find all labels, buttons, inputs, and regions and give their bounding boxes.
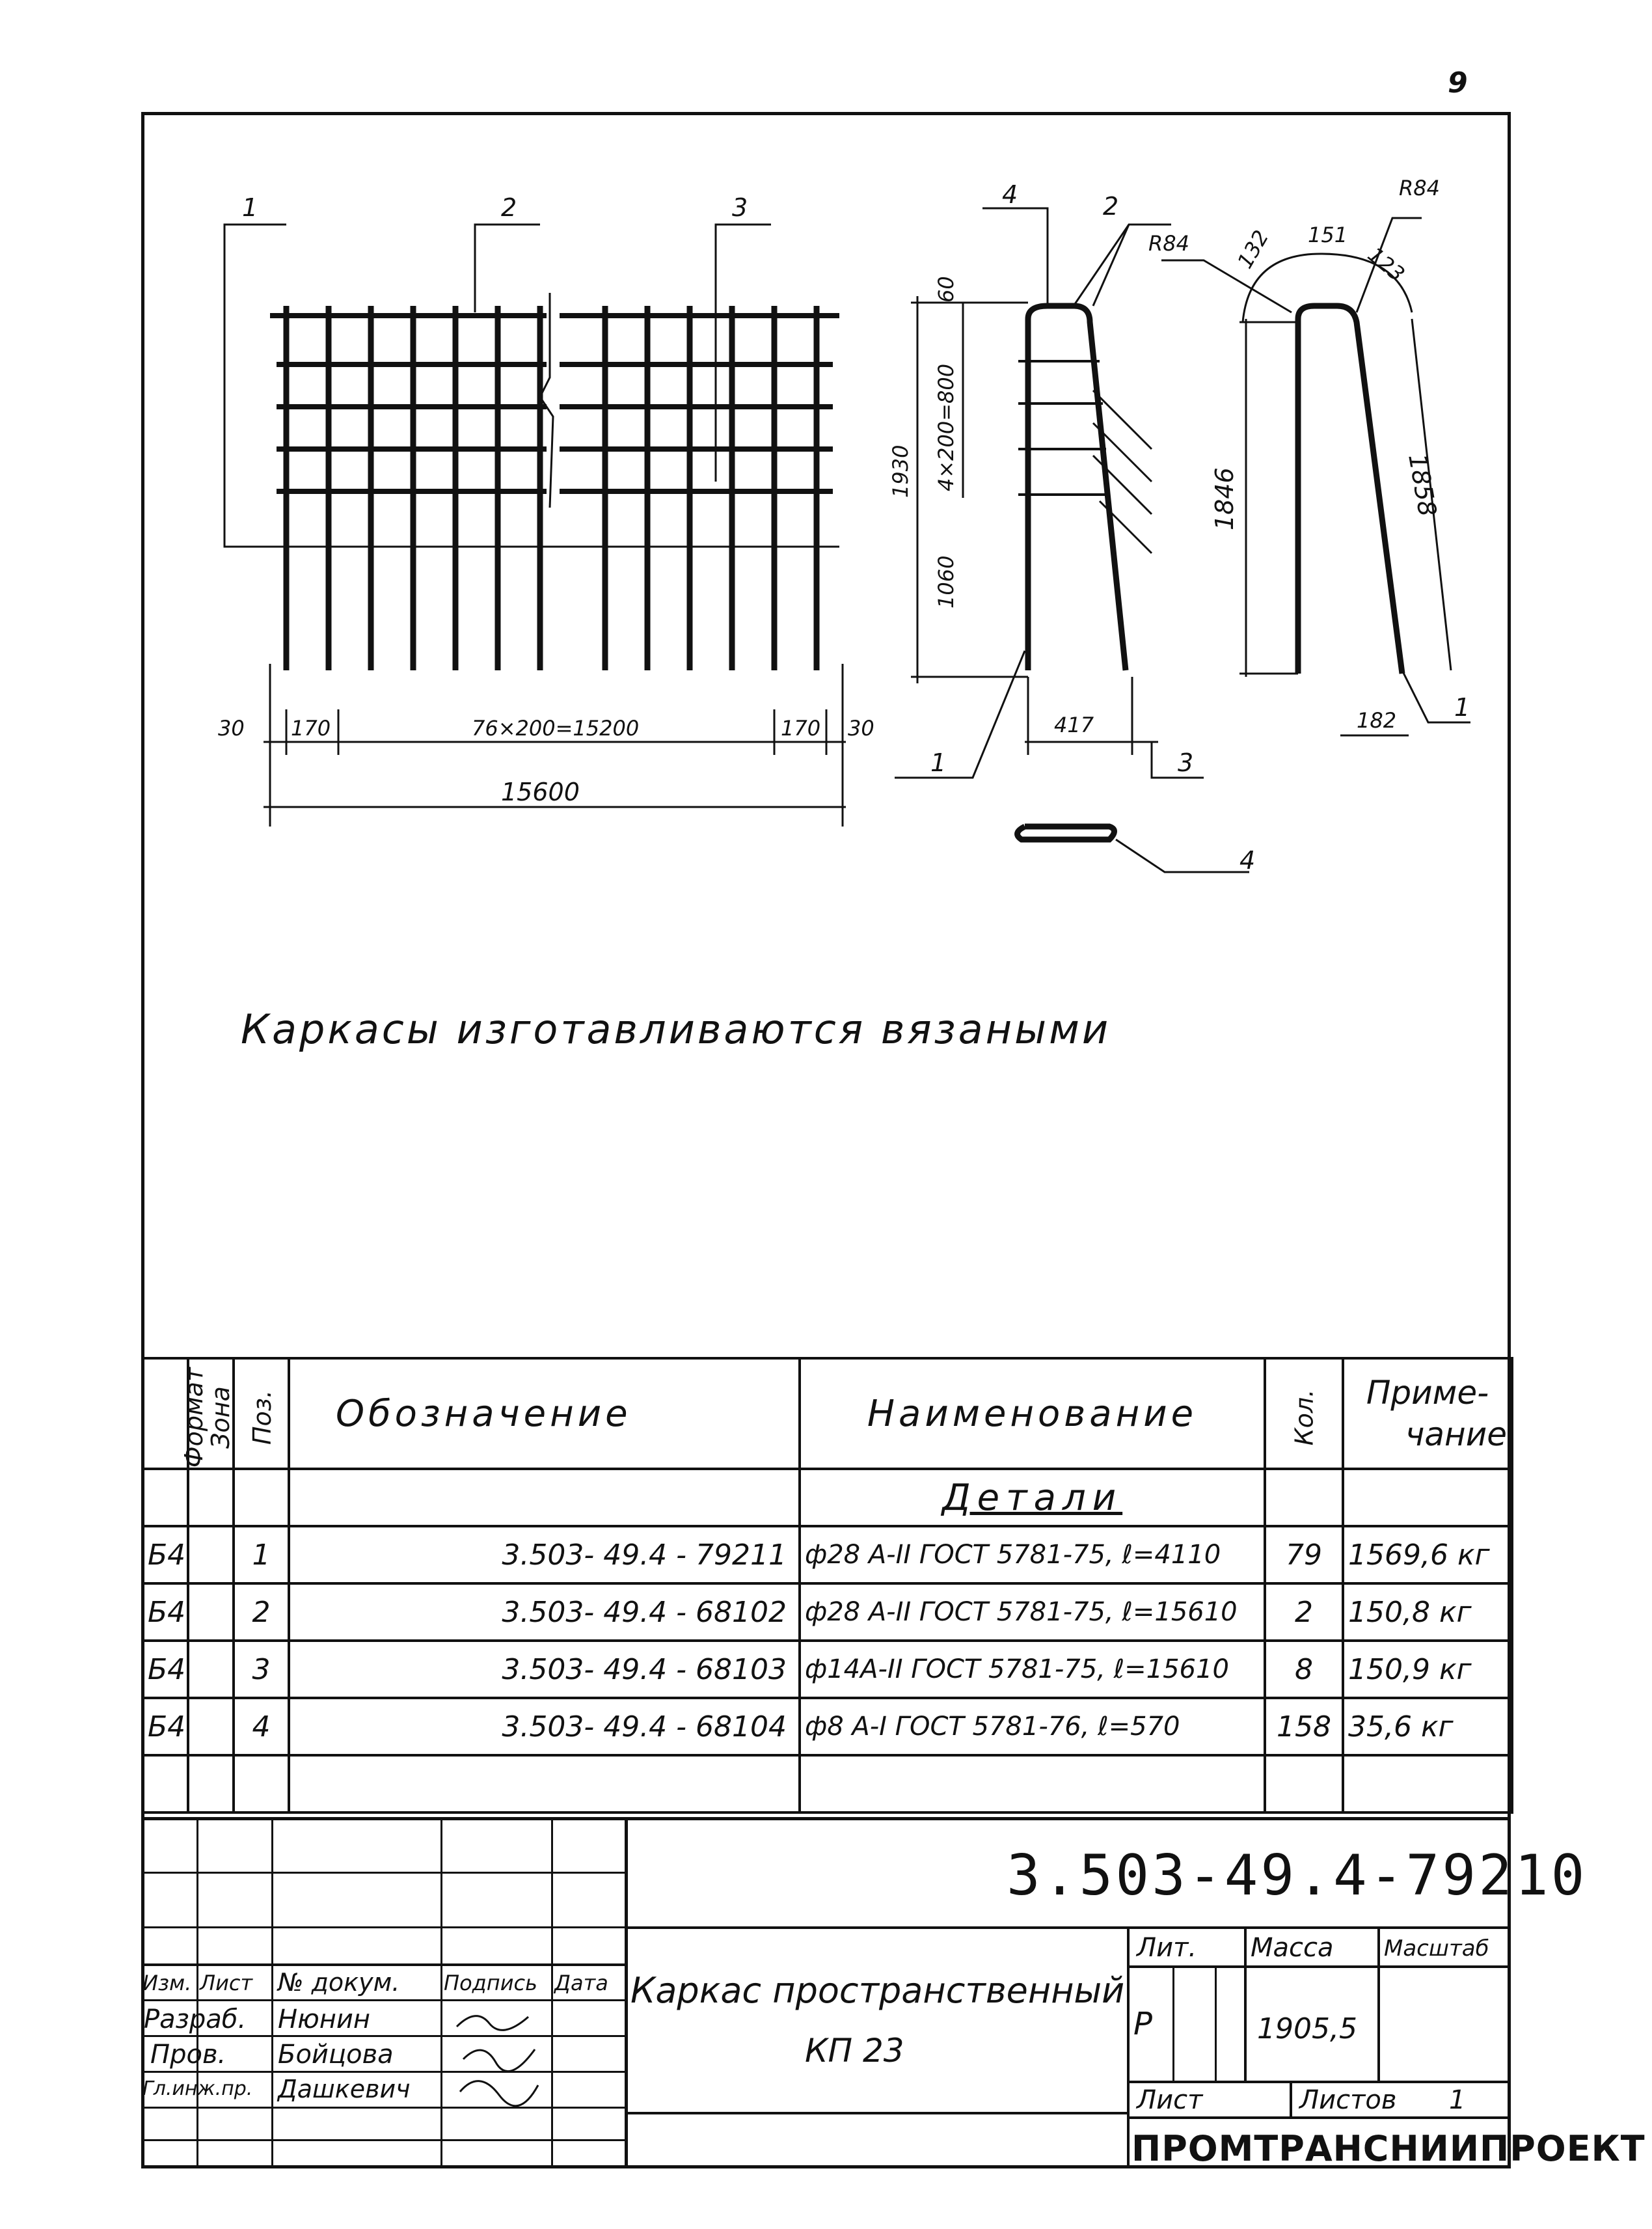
table-row: Б4 4 3.503- 49.4 - 68104 ф8 А-I ГОСТ 5781-76, ℓ=570 158 35,6 кг	[142, 1698, 1512, 1755]
sheet-label: Лист	[1137, 2085, 1203, 2115]
header-note: Приме- чание	[1343, 1358, 1512, 1469]
dim-h1930: 1930	[888, 444, 913, 498]
mass-label: Масса	[1251, 1933, 1334, 1963]
dim-h1858: 1858	[1403, 451, 1442, 519]
clip-detail	[1018, 827, 1115, 840]
section-title: Детали	[800, 1469, 1265, 1526]
dim-a123: 123	[1362, 242, 1410, 287]
dim-r84-left: R84	[1148, 231, 1189, 256]
horizontal-bars	[270, 316, 839, 491]
dim-h60: 60	[934, 276, 958, 303]
signatures	[444, 2001, 551, 2108]
col-list: Лист	[200, 1971, 253, 1995]
mass-value: 1905,5	[1257, 2012, 1357, 2045]
dim-r84-right: R84	[1399, 176, 1440, 200]
col-izm: Изм.	[142, 1971, 192, 1995]
dim-edge-left: 30	[218, 716, 245, 741]
dim-h1060: 1060	[934, 555, 958, 609]
drawing-mark: КП 23	[805, 2032, 904, 2070]
table-row: Б4 2 3.503- 49.4 - 68102 ф28 А-II ГОСТ 5781-75, ℓ=15610 2 150,8 кг	[142, 1583, 1512, 1641]
section-leader-4: 4	[1002, 180, 1018, 209]
col-date: Дата	[554, 1971, 608, 1995]
table-row: Б4 1 3.503- 49.4 - 79211 ф28 А-II ГОСТ 5781-75, ℓ=4110 79 1569,6 кг	[142, 1526, 1512, 1583]
dim-h-steps: 4×200=800	[934, 363, 958, 491]
title-block	[141, 1817, 1645, 2169]
dim-a132: 132	[1232, 226, 1274, 273]
col-sign: Подпись	[444, 1971, 537, 1995]
fabrication-note: Каркасы изготавливаются вязаными	[241, 1005, 1111, 1053]
dim-h1846: 1846	[1210, 467, 1239, 530]
dim-w182: 182	[1357, 708, 1397, 733]
role-developer: Разраб.	[144, 2004, 247, 2034]
document-code: 3.503-49.4-79210	[1007, 1843, 1588, 1908]
dim-edge-right: 30	[848, 716, 874, 741]
header-format: Формат	[142, 1358, 188, 1469]
header-name: Наименование	[800, 1358, 1265, 1469]
lit-label: Лит.	[1137, 1933, 1197, 1963]
empty-row	[142, 1755, 1512, 1812]
leader-2: 2	[501, 193, 517, 222]
name-checker: Бойцова	[278, 2040, 394, 2070]
dim-end-right: 170	[781, 716, 821, 741]
name-chief-engineer: Дашкевич	[278, 2075, 411, 2103]
specification-table	[141, 1357, 1513, 1814]
leader-3: 3	[732, 193, 748, 222]
detail-leader-4: 4	[1239, 846, 1256, 875]
page-number: 9	[1448, 66, 1468, 100]
dim-w417: 417	[1054, 713, 1094, 737]
section-leader-3: 3	[1178, 748, 1194, 777]
leader-1: 1	[242, 193, 258, 222]
sheets-label: Листов	[1299, 2085, 1397, 2115]
section-leader-2: 2	[1103, 192, 1119, 221]
dim-end-left: 170	[291, 716, 331, 741]
dim-a151: 151	[1308, 223, 1348, 247]
role-chief-engineer: Гл.инж.пр.	[142, 2077, 253, 2100]
bent-leader-1: 1	[1454, 693, 1470, 722]
section-row	[142, 1469, 1512, 1526]
lit-value: Р	[1133, 2006, 1152, 2042]
section-leader-1: 1	[930, 748, 947, 777]
dim-total: 15600	[501, 778, 580, 806]
organization: ПРОМТРАНСНИИПРОЕКТ	[1131, 2128, 1645, 2169]
col-doc: № докум.	[278, 1968, 400, 1997]
sheets-value: 1	[1449, 2085, 1466, 2115]
scale-label: Масштаб	[1384, 1935, 1489, 1962]
table-row: Б4 3 3.503- 49.4 - 68103 ф14А-II ГОСТ 5781-75, ℓ=15610 8 150,9 кг	[142, 1641, 1512, 1698]
dim-spacing: 76×200=15200	[472, 716, 640, 741]
header-zone: Зона	[188, 1358, 234, 1469]
drawing-title: Каркас пространственный	[630, 1970, 1125, 2011]
header-pos: Поз.	[234, 1358, 289, 1469]
header-qty: Кол.	[1265, 1358, 1343, 1469]
spec-header-row	[142, 1358, 1512, 1469]
header-designation: Обозначение	[289, 1358, 800, 1469]
role-checker: Пров.	[150, 2040, 226, 2070]
name-developer: Нюнин	[278, 2004, 371, 2034]
